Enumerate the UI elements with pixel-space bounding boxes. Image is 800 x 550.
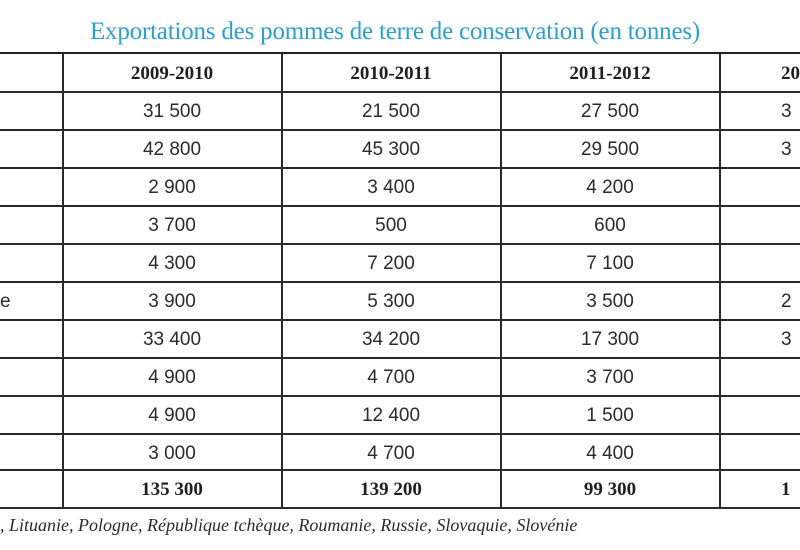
table-cell: 2 — [781, 291, 792, 312]
table-row — [0, 435, 800, 473]
title-divider — [0, 52, 800, 54]
table-cell: 29 500 — [580, 139, 640, 160]
table-header-row — [0, 55, 800, 93]
row-divider — [0, 357, 800, 359]
table-cell: 2 900 — [148, 177, 196, 198]
row-divider — [0, 319, 800, 321]
table-cell: 4 900 — [148, 367, 196, 388]
table-cell: 4 200 — [586, 177, 634, 198]
row-divider — [0, 243, 800, 245]
table-cell — [721, 435, 800, 473]
table-cell: 4 300 — [148, 253, 196, 274]
header-cell-stub — [0, 55, 62, 93]
table-cell — [721, 397, 800, 435]
table-cell: 33 400 — [142, 329, 202, 350]
row-label — [0, 169, 62, 207]
table-cell: 5 300 — [367, 291, 415, 312]
table-cell: 31 500 — [142, 101, 202, 122]
table-row — [0, 93, 800, 131]
table-cell: 3 — [781, 139, 792, 160]
row-divider — [0, 91, 800, 93]
table-cell: 3 900 — [148, 291, 196, 312]
table-row — [0, 321, 800, 359]
total-label — [0, 471, 62, 509]
table-title: Exportations des pommes de terre de conservation (en tonnes) — [89, 18, 701, 45]
table-bottom-border — [0, 507, 800, 509]
table-cell: 3 700 — [586, 367, 634, 388]
total-cell: 135 300 — [141, 479, 203, 500]
table-cell: 500 — [375, 215, 407, 236]
column-divider — [719, 54, 721, 508]
table-footnote: , Lituanie, Pologne, République tchèque, Roumanie, Russie, Slovaquie, Slovénie — [0, 515, 578, 535]
table-cell: 7 200 — [367, 253, 415, 274]
table-cell — [721, 169, 800, 207]
table-row — [0, 169, 800, 207]
table-cell: 21 500 — [361, 101, 421, 122]
column-divider — [62, 54, 64, 508]
table-row — [0, 283, 800, 321]
row-divider — [0, 167, 800, 169]
total-cell: 139 200 — [360, 479, 422, 500]
table-row — [0, 131, 800, 169]
table-cell — [721, 359, 800, 397]
table-cell: 17 300 — [580, 329, 640, 350]
row-divider — [0, 129, 800, 131]
table-cell: 3 400 — [367, 177, 415, 198]
table-cell: 45 300 — [361, 139, 421, 160]
header-cell-2009-2010: 2009-2010 — [130, 63, 214, 84]
table-row — [0, 207, 800, 245]
table-cell: 27 500 — [580, 101, 640, 122]
table-cell: 4 400 — [586, 443, 634, 464]
table-cell: 34 200 — [361, 329, 421, 350]
row-label — [0, 435, 62, 473]
row-label — [0, 397, 62, 435]
row-label — [0, 93, 62, 131]
header-cell-2010-2011: 2010-2011 — [350, 63, 432, 84]
table-cell: 4 900 — [148, 405, 196, 426]
table-row — [0, 359, 800, 397]
row-divider — [0, 395, 800, 397]
table-cell: 600 — [594, 215, 626, 236]
table-row — [0, 397, 800, 435]
row-divider — [0, 469, 800, 471]
header-cell-2011-2012: 2011-2012 — [569, 63, 651, 84]
row-label — [0, 321, 62, 359]
header-cell-next-season: 20 — [781, 63, 800, 84]
row-label — [0, 359, 62, 397]
table-cell: 12 400 — [361, 405, 421, 426]
table-cell: 1 500 — [586, 405, 634, 426]
table-cell: 4 700 — [367, 367, 415, 388]
row-label — [0, 131, 62, 169]
table-cell: 3 700 — [148, 215, 196, 236]
table-cell: 3 — [781, 329, 792, 350]
column-divider — [281, 54, 283, 508]
total-cell: 99 300 — [583, 479, 637, 500]
table-cell: 3 000 — [148, 443, 196, 464]
row-label — [0, 245, 62, 283]
row-label — [0, 207, 62, 245]
table-cell: 7 100 — [586, 253, 634, 274]
row-divider — [0, 205, 800, 207]
table-cell: 42 800 — [142, 139, 202, 160]
table-cell — [721, 245, 800, 283]
row-label: e — [0, 291, 11, 312]
total-cell: 1 — [781, 479, 791, 500]
table-row — [0, 245, 800, 283]
row-divider — [0, 433, 800, 435]
row-divider — [0, 281, 800, 283]
table-cell — [721, 207, 800, 245]
table-cell: 4 700 — [367, 443, 415, 464]
table-cell: 3 — [781, 101, 792, 122]
table-cell: 3 500 — [586, 291, 634, 312]
table-total-row — [0, 471, 800, 509]
column-divider — [500, 54, 502, 508]
